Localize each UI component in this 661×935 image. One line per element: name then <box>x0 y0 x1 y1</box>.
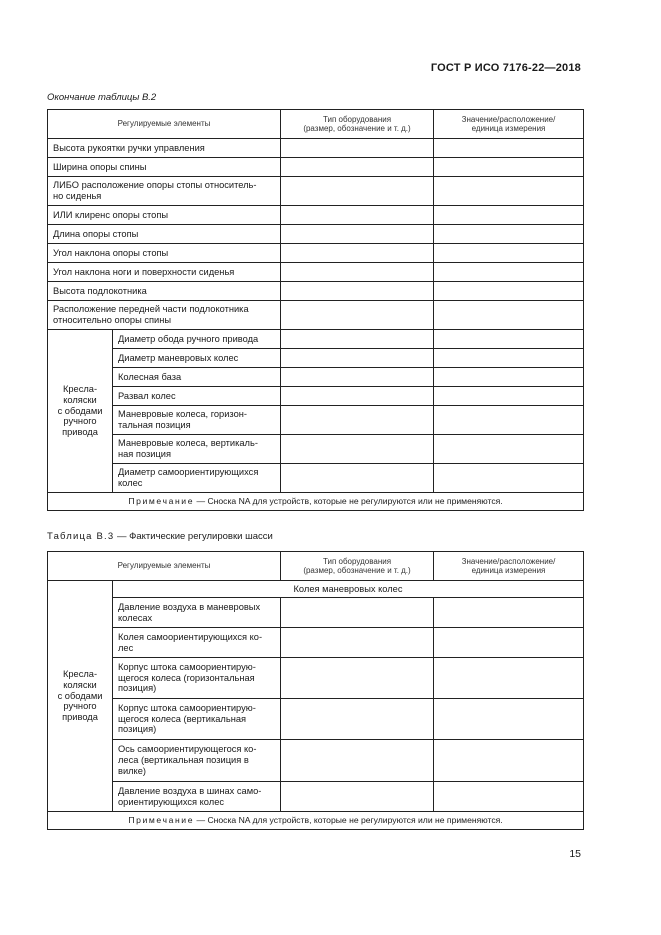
table-row-label: Колея самоориентирующихся ко- лес <box>113 628 281 658</box>
table-cell-empty <box>434 387 584 406</box>
table-cell-empty <box>434 628 584 658</box>
table-b3 <box>47 551 584 830</box>
table-cell-empty <box>281 282 434 301</box>
col-header-equipment: Тип оборудования (размер, обозначение и т. д.) <box>281 552 434 581</box>
table-cell-empty <box>434 263 584 282</box>
table-b2-caption: Окончание таблицы В.2 <box>47 92 157 103</box>
table-cell-empty <box>281 699 434 740</box>
table-row-label: Развал колес <box>113 387 281 406</box>
table-row-label: Угол наклона ноги и поверхности сиденья <box>48 263 281 282</box>
table-row-label: Давление воздуха в шинах само- ориентирующихся колес <box>113 782 281 812</box>
table-row-label: Длина опоры стопы <box>48 225 281 244</box>
col-header-elements: Регулируемые элементы <box>48 552 281 581</box>
group-label-wheelchairs: Кресла- коляски с ободами ручного привода <box>48 581 113 812</box>
table-row-label: Высота рукоятки ручки управления <box>48 139 281 158</box>
table-cell-empty <box>434 139 584 158</box>
table-cell-empty <box>434 435 584 464</box>
table-b2 <box>47 109 584 511</box>
table-row-label: Диаметр самоориентирующихся колес <box>113 464 281 493</box>
table-cell-empty <box>434 158 584 177</box>
group-label-wheelchairs: Кресла- коляски с ободами ручного привода <box>48 330 113 493</box>
table-cell-empty <box>281 435 434 464</box>
table-cell-empty <box>434 782 584 812</box>
table-cell-empty <box>281 464 434 493</box>
table-cell-empty <box>434 406 584 435</box>
table-row-label: Корпус штока самоориентирую- щегося колеса (горизонтальная позиция) <box>113 658 281 699</box>
table-cell-empty <box>281 740 434 782</box>
table-cell-empty <box>434 244 584 263</box>
table-cell-empty <box>434 699 584 740</box>
table-row-label: Расположение передней части подлокотника относительно опоры спины <box>48 301 281 330</box>
table-cell-empty <box>434 464 584 493</box>
table-cell-empty <box>281 628 434 658</box>
table-row-label: Маневровые колеса, горизон- тальная позиция <box>113 406 281 435</box>
table-cell-empty <box>281 658 434 699</box>
table-cell-empty <box>281 368 434 387</box>
table-cell-empty <box>281 782 434 812</box>
table-note <box>48 812 584 830</box>
table-cell-empty <box>281 206 434 225</box>
table-cell-empty <box>434 349 584 368</box>
table-row-label: ЛИБО расположение опоры стопы относитель- но сиденья <box>48 177 281 206</box>
table-cell-empty <box>281 387 434 406</box>
table-cell-empty <box>281 139 434 158</box>
col-header-value: Значение/расположение/ единица измерения <box>434 110 584 139</box>
col-header-equipment: Тип оборудования (размер, обозначение и т. д.) <box>281 110 434 139</box>
table-cell-empty <box>434 225 584 244</box>
col-header-value: Значение/расположение/ единица измерения <box>434 552 584 581</box>
table-row-label: Ширина опоры спины <box>48 158 281 177</box>
table-row-label: Высота подлокотника <box>48 282 281 301</box>
note-text: — Сноска NA для устройств, которые не регулируются или не применяются. <box>194 496 503 507</box>
table-cell-empty <box>281 406 434 435</box>
table-cell-empty <box>434 301 584 330</box>
note-label: Примечание <box>128 815 195 826</box>
document-standard-code: ГОСТ Р ИСО 7176-22—2018 <box>430 62 581 74</box>
table-cell-empty <box>281 349 434 368</box>
table-row-label: Корпус штока самоориентирую- щегося колеса (вертикальная позиция) <box>113 699 281 740</box>
table-row-label: Колесная база <box>113 368 281 387</box>
table-cell-empty <box>281 263 434 282</box>
table-cell-empty <box>281 225 434 244</box>
table-row-label: Маневровые колеса, вертикаль- ная позиция <box>113 435 281 464</box>
table-cell-empty <box>434 177 584 206</box>
table-row-label: Диаметр обода ручного привода <box>113 330 281 349</box>
table-row-label: Давление воздуха в маневровых колесах <box>113 598 281 628</box>
table-cell-empty <box>434 206 584 225</box>
note-text: — Сноска NA для устройств, которые не регулируются или не применяются. <box>194 815 503 826</box>
table-cell-empty <box>434 658 584 699</box>
table-row-label: Диаметр маневровых колес <box>113 349 281 368</box>
table-cell-empty <box>434 368 584 387</box>
table-cell-empty <box>434 330 584 349</box>
subheader-caster-track: Колея маневровых колес <box>113 581 584 598</box>
note-label: Примечание <box>128 496 195 507</box>
table-cell-empty <box>281 301 434 330</box>
table-row-label: Ось самоориентирующегося ко- леса (вертикальная позиция в вилке) <box>113 740 281 782</box>
table-row-label: ИЛИ клиренс опоры стопы <box>48 206 281 225</box>
table-b3-caption: Таблица В.3 — Фактические регулировки шасси <box>47 531 273 542</box>
table-cell-empty <box>281 158 434 177</box>
page-number: 15 <box>569 848 581 860</box>
table-cell-empty <box>281 244 434 263</box>
table-cell-empty <box>281 330 434 349</box>
table-cell-empty <box>281 598 434 628</box>
table-cell-empty <box>434 598 584 628</box>
col-header-elements: Регулируемые элементы <box>48 110 281 139</box>
table-row-label: Угол наклона опоры стопы <box>48 244 281 263</box>
table-note <box>48 493 584 511</box>
table-cell-empty <box>434 740 584 782</box>
table-cell-empty <box>434 282 584 301</box>
table-cell-empty <box>281 177 434 206</box>
